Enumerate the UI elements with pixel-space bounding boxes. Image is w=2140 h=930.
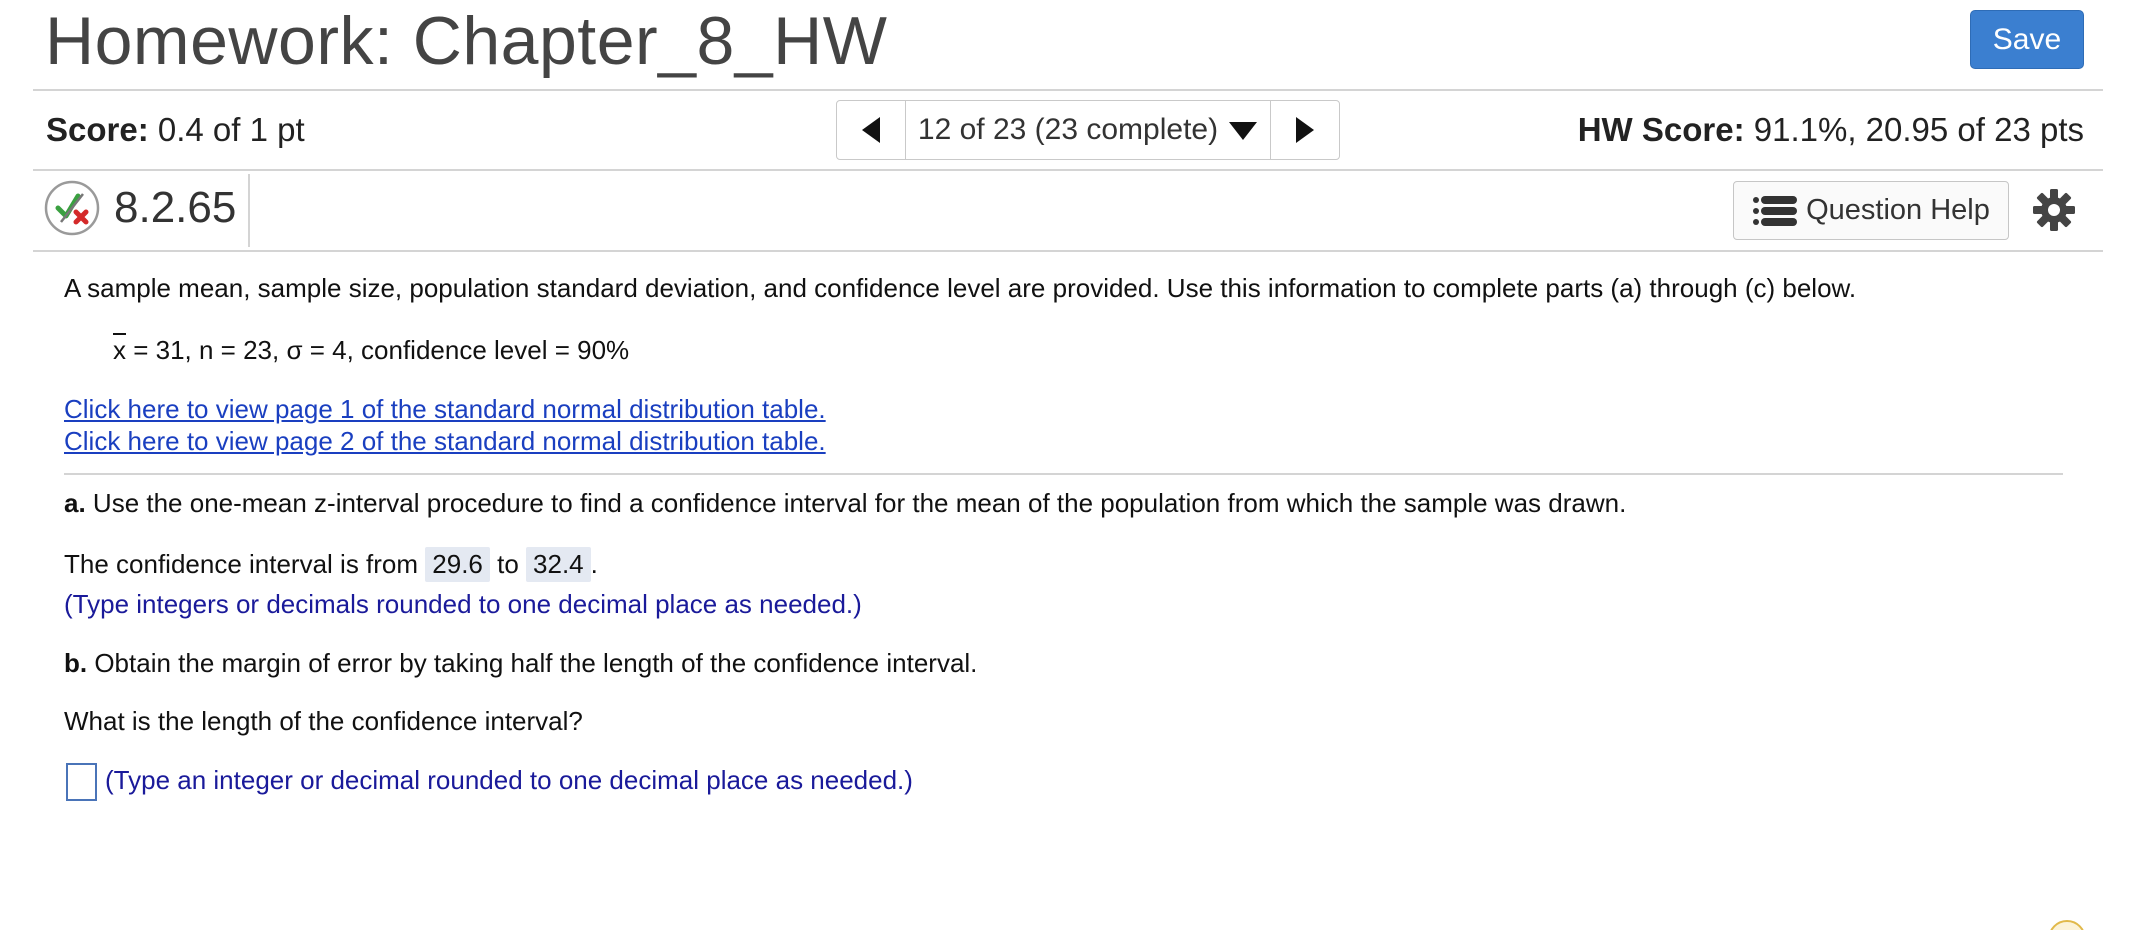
confidence-interval-answer [64,547,598,582]
previous-question-button[interactable] [837,101,906,159]
ci-hint: (Type integers or decimals rounded to one decimal place as needed.) [64,589,862,619]
ci-upper-answer[interactable]: 32.4 [526,547,591,582]
given-values-text: = 31, n = 23, σ = 4, confidence level = 90% [126,335,630,365]
question-help-button[interactable] [1733,181,2009,240]
list-icon [1752,194,1798,228]
score-label: Score: [46,111,149,148]
part-b [64,648,977,679]
content-divider [64,473,2063,475]
score-value: 0.4 of 1 pt [157,111,305,148]
arrow-right-icon [1294,115,1316,145]
question-help-label: Question Help [1806,194,1990,226]
part-b-label: b. [64,648,88,678]
ci-suffix: . [590,549,598,579]
question-number-divider [248,174,250,247]
ci-prefix: The confidence interval is from [64,549,426,579]
question-navigator [836,100,1340,160]
ci-lower-answer[interactable]: 29.6 [425,547,490,582]
length-question: What is the length of the confidence interval? [64,706,583,736]
given-values [113,335,629,366]
score [46,111,305,149]
part-b-text: Obtain the margin of error by taking half the length of the confidence interval. [87,648,978,678]
question-position: 12 of 23 (23 complete) [917,113,1219,146]
length-answer-row [66,763,913,801]
header-divider [33,89,2103,91]
score-divider [33,169,2103,171]
part-a-text: Use the one-mean z-interval procedure to find a confidence interval for the mean of the population from which the sample was drawn. [85,488,1627,518]
ci-mid: to [489,549,527,579]
question-selector[interactable] [906,101,1270,159]
hw-score-label: HW Score: [1577,111,1745,148]
question-intro: A sample mean, sample size, population standard deviation, and confidence level are provided. Use this information to complete parts (a) through (c) below. [64,273,1857,303]
part-a-label: a. [64,488,86,518]
chat-bubble-icon[interactable] [2048,920,2086,930]
normal-table-page1-link[interactable]: Click here to view page 1 of the standard normal distribution table. [64,394,826,424]
length-answer-input[interactable] [66,763,97,801]
partial-credit-icon [44,180,100,236]
gear-icon[interactable] [2033,189,2075,231]
question-bar-divider [33,250,2103,252]
question-number: 8.2.65 [114,183,237,232]
caret-down-icon [1228,119,1258,141]
page-title: Homework: Chapter_8_HW [45,3,888,79]
hw-score-value: 91.1%, 20.95 of 23 pts [1753,111,2084,148]
hw-score [1578,111,2084,149]
normal-table-page2-link[interactable]: Click here to view page 2 of the standard normal distribution table. [64,426,826,456]
part-a [64,488,1626,519]
save-button[interactable]: Save [1970,10,2084,69]
x-bar-symbol: $\overline{x}$ [113,335,126,365]
arrow-left-icon [860,115,882,145]
next-question-button[interactable] [1270,101,1339,159]
length-hint: (Type an integer or decimal rounded to one decimal place as needed.) [105,764,913,795]
